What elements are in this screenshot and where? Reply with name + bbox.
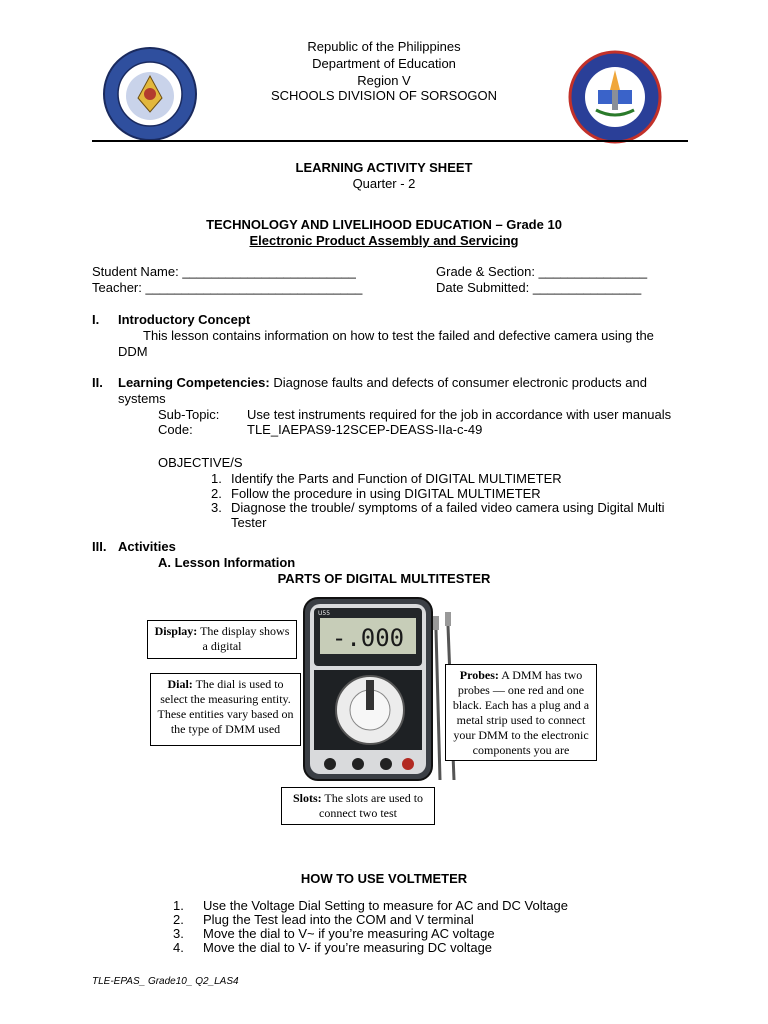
objective-text: Diagnose the trouble/ symptoms of a failed video camera using Digital Multi (231, 500, 665, 515)
display-callout-text: The display shows a digital (197, 624, 290, 653)
display-callout-label: Display: (154, 624, 198, 638)
step-number: 3. (173, 926, 184, 941)
step-text: Move the dial to V~ if you’re measuring AC voltage (203, 926, 495, 941)
subtopic-value: Use test instruments required for the job in accordance with user manuals (247, 407, 672, 422)
lesson-info-heading: A. Lesson Information (158, 555, 296, 570)
step-text: Plug the Test lead into the COM and V terminal (203, 912, 474, 927)
step-number: 4. (173, 940, 184, 955)
header-division: SCHOOLS DIVISION OF SORSOGON (270, 88, 498, 103)
objectives-label: OBJECTIVE/S (158, 455, 243, 470)
section1-number: I. (92, 312, 100, 327)
voltmeter-heading: HOW TO USE VOLTMETER (300, 871, 468, 886)
probes-callout-text: A DMM has two probes — one red and one black. Each has a plug and a metal strip used to connect your DMM to the electronic components you are (452, 668, 590, 757)
section2-text-line1: Diagnose faults and defects of consumer electronic products and (269, 375, 647, 390)
division-seal-logo (568, 50, 662, 144)
step-text: Use the Voltage Dial Setting to measure for AC and DC Voltage (203, 898, 568, 913)
section1-text-line1: This lesson contains information on how to test the failed and defective camera using the (143, 328, 654, 343)
meter-brand: U55 (318, 610, 331, 617)
deped-seal-logo (102, 46, 198, 142)
dial-callout (150, 673, 301, 746)
slots-callout-label: Slots: (292, 791, 322, 805)
header-region: Region V (357, 73, 411, 88)
subtopic-label: Sub-Topic: (158, 407, 220, 422)
step-text: Move the dial to V- if you’re measuring DC voltage (203, 940, 493, 955)
section3-heading: Activities (118, 539, 176, 554)
course-title: Electronic Product Assembly and Servicing (249, 233, 519, 248)
section2-number: II. (92, 375, 103, 390)
code-label: Code: (158, 422, 193, 437)
figure-title: PARTS OF DIGITAL MULTITESTER (277, 571, 491, 586)
code-value: TLE_IAEPAS9-12SCEP-DEASS-IIa-c-49 (247, 422, 483, 437)
objective-text-cont: Tester (231, 515, 267, 530)
probes-callout (445, 664, 597, 761)
teacher-field: Teacher: ______________________________ (92, 280, 363, 295)
footer-code: TLE-EPAS_ Grade10_ Q2_LAS4 (92, 976, 239, 987)
step-number: 2. (173, 912, 184, 927)
section1-text-line2: DDM (118, 344, 148, 359)
section1-heading: Introductory Concept (118, 312, 251, 327)
display-callout (147, 620, 297, 659)
dial-callout-text: The dial is used to select the measuring entity. These entities vary based on the type of DMM used (157, 677, 294, 736)
display-reading: -.000 (331, 624, 405, 652)
section2-text-line2: systems (118, 391, 166, 406)
section2-line1 (118, 375, 647, 391)
objective-text: Identify the Parts and Function of DIGITAL MULTIMETER (231, 471, 562, 486)
subject-title: TECHNOLOGY AND LIVELIHOOD EDUCATION – Grade 10 (206, 217, 562, 232)
dial-callout-label: Dial: (167, 677, 193, 691)
objective-number: 2. (211, 486, 222, 501)
step-number: 1. (173, 898, 184, 913)
objective-number: 3. (211, 500, 222, 515)
sheet-title: LEARNING ACTIVITY SHEET (295, 160, 473, 175)
slots-callout-text: The slots are used to connect two test (319, 791, 424, 820)
section3-number: III. (92, 539, 107, 554)
header-divider (92, 140, 688, 142)
probes-callout-label: Probes: (459, 668, 499, 682)
objective-text: Follow the procedure in using DIGITAL MULTIMETER (231, 486, 541, 501)
section2-heading: Learning Competencies: (118, 375, 270, 390)
slots-callout (281, 787, 435, 825)
grade-section-field: Grade & Section: _______________ (436, 264, 648, 279)
header-deped: Department of Education (312, 56, 456, 71)
header-republic: Republic of the Philippines (307, 39, 461, 54)
multimeter-image (300, 596, 464, 784)
student-name-field: Student Name: ________________________ (92, 264, 356, 279)
objective-number: 1. (211, 471, 222, 486)
quarter-label: Quarter - 2 (352, 176, 416, 191)
date-submitted-field: Date Submitted: _______________ (436, 280, 642, 295)
